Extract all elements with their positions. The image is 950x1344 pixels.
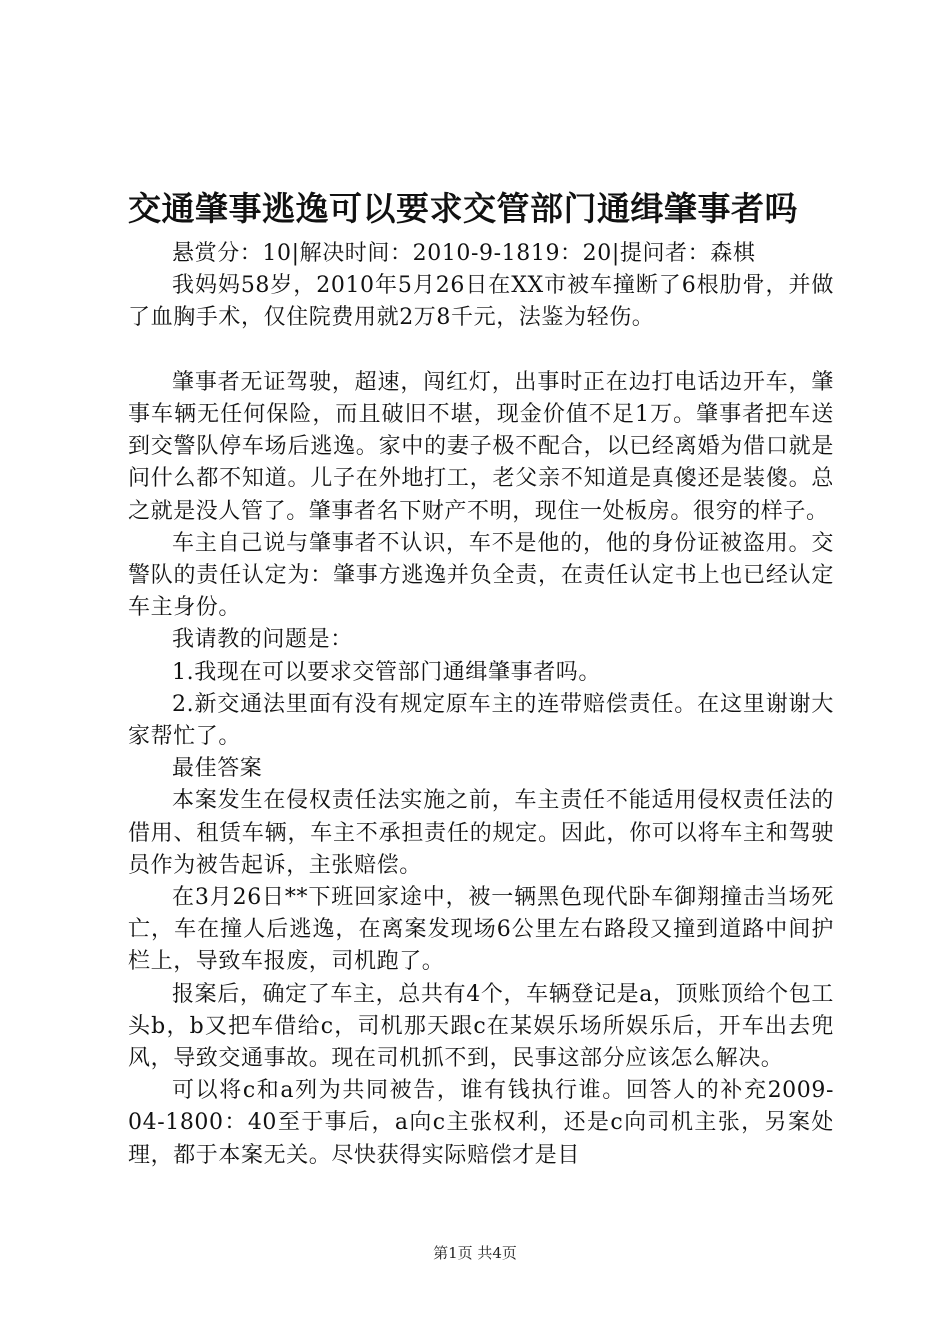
paragraph: 我妈妈58岁，2010年5月26日在XX市被车撞断了6根肋骨，并做了血胸手术，仅住院费用就2万8千元，法鉴为轻伤。 [128, 273, 834, 331]
paragraph: 我请教的问题是： [172, 627, 353, 653]
question-item: 2.新交通法里面有没有规定原车主的连带赔偿责任。在这里谢谢大家帮忙了。 [128, 691, 834, 750]
page-title: 交通肇事逃逸可以要求交管部门通缉肇事者吗 [128, 189, 798, 228]
paragraph: 在3月26日**下班回家途中，被一辆黑色现代卧车御翔撞击当场死亡，车在撞人后逃逸，在离案发现场6公里左右路段又撞到道路中间护栏上，导致车报废，司机跑了。 [128, 885, 834, 975]
paragraph: 报案后，确定了车主，总共有4个，车辆登记是a，顶账顶给个包工头b，b又把车借给c，司机那天跟c在某娱乐场所娱乐后，开车出去兜风，导致交通事故。现在司机抓不到，民事这部分应该怎么解决。 [128, 981, 834, 1072]
best-answer-heading: 最佳答案 [172, 756, 263, 782]
paragraph: 肇事者无证驾驶，超速，闯红灯，出事时正在边打电话边开车，肇事车辆无任何保险，而且破旧不堪，现金价值不足1万。肇事者把车送到交警队停车场后逃逸。家中的妻子极不配合，以已经离婚为借口就是问什么都不知道。儿子在外地打工，老父亲不知道是真傻还是装傻。总之就是没人管了。肇事者名下财产不明，现住一处板房。很穷的样子。 [128, 369, 834, 524]
paragraph: 车主自己说与肇事者不认识，车不是他的，他的身份证被盗用。交警队的责任认定为：肇事方逃逸并负全责，在责任认定书上也已经认定车主身份。 [128, 530, 834, 621]
question-item: 1.我现在可以要求交管部门通缉肇事者吗。 [172, 659, 601, 685]
paragraph: 本案发生在侵权责任法实施之前，车主责任不能适用侵权责任法的借用、租赁车辆，车主不承担责任的规定。因此，你可以将车主和驾驶员作为被告起诉，主张赔偿。 [128, 788, 834, 878]
question-meta: 悬赏分：10|解决时间：2010-9-1819：20|提问者：森棋 [172, 241, 756, 266]
blank-line [128, 335, 834, 367]
paragraph: 可以将c和a列为共同被告，谁有钱执行谁。回答人的补充2009-04-1800：40至于事后，a向c主张权利，还是c向司机主张，另案处理，都于本案无关。尽快获得实际赔偿才是目 [128, 1078, 834, 1168]
page-number: 第1页 共4页 [433, 1244, 517, 1262]
document-body [128, 238, 834, 1172]
